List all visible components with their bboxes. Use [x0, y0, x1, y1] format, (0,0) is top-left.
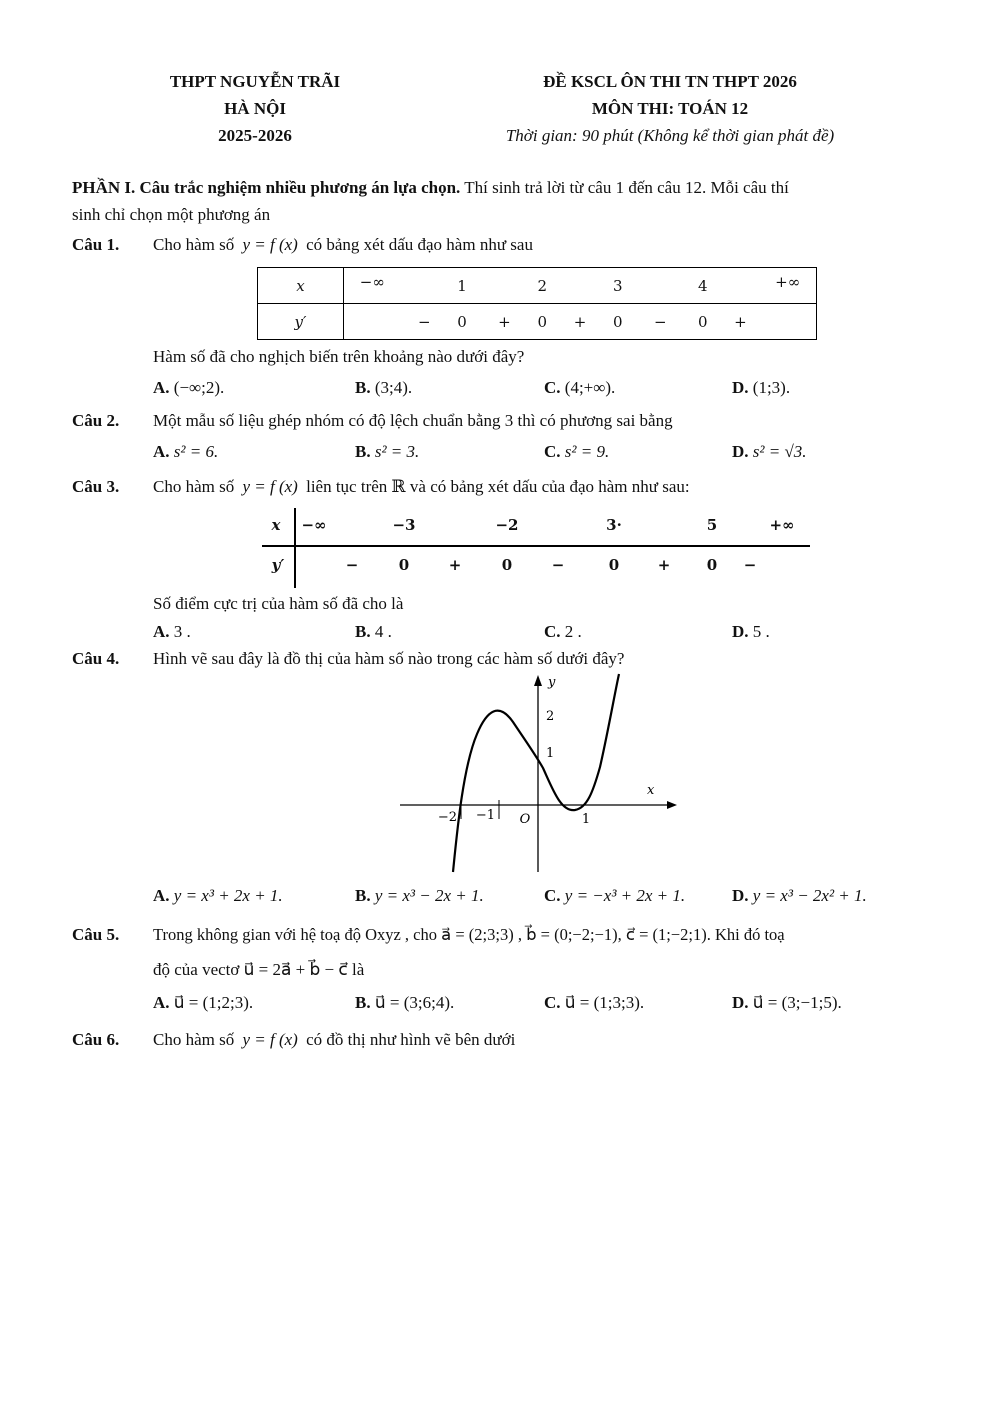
- q1-table-x-row: [344, 268, 816, 303]
- q2-option-a: [153, 442, 218, 462]
- y-axis-arrow-icon: [534, 675, 542, 686]
- q3-table-x-label: x: [271, 516, 281, 534]
- tick-label-y-1: 1: [546, 746, 555, 761]
- q4-label: Câu 4.: [72, 649, 120, 668]
- q1-opt-b-text: (3;4).: [374, 378, 413, 397]
- q3-option-b: [355, 622, 392, 642]
- q3-x-5: +∞: [769, 516, 795, 534]
- q3-option-c: [544, 622, 582, 642]
- q1-label: Câu 1.: [72, 235, 120, 254]
- tick-label-x-1: 1: [581, 812, 591, 827]
- q2-opt-c-letter: C.: [544, 442, 561, 461]
- q1-opt-c-text: (4;+∞).: [564, 378, 616, 397]
- q3-x-3: 3·: [606, 516, 622, 534]
- q3-sign-6: +: [657, 556, 671, 574]
- origin-label: O: [519, 812, 531, 827]
- q1-table-x-label: x: [296, 276, 305, 295]
- q4-option-b: [355, 886, 484, 906]
- q3-sign-0: −: [345, 556, 359, 574]
- q1-x-2: 2: [537, 276, 548, 295]
- q2-opt-b-letter: B.: [355, 442, 371, 461]
- q1-x-1: 1: [457, 276, 467, 295]
- q3-x-4: 5: [706, 516, 718, 534]
- q1-opt-b-letter: B.: [355, 378, 371, 397]
- q1-sign-2: +: [498, 312, 511, 331]
- q3-stem: [153, 477, 690, 497]
- part1-desc: Thí sinh trả lời từ câu 1 đến câu 12. Mỗi câu thí: [460, 178, 789, 197]
- q1-x-4: 4: [697, 276, 708, 295]
- q5-opt-c-text: u⃗ = (1;3;3).: [564, 993, 645, 1012]
- q1-text-b: có bảng xét dấu đạo hàm như sau: [306, 235, 533, 254]
- q2-opt-d-letter: D.: [732, 442, 749, 461]
- q3-sign-7: 0: [706, 556, 718, 574]
- q5-option-b: [355, 993, 454, 1013]
- q2-opt-a-letter: A.: [153, 442, 170, 461]
- q4-opt-b-letter: B.: [355, 886, 371, 905]
- q3-sign-4: −: [551, 556, 565, 574]
- q3-sign-3: 0: [501, 556, 513, 574]
- q1-opt-d-letter: D.: [732, 378, 749, 397]
- q1-opt-a-text: (−∞;2).: [173, 378, 225, 397]
- q6-stem: [153, 1030, 515, 1050]
- q1-option-c: [544, 378, 615, 398]
- q3-question: Số điểm cực trị của hàm số đã cho là: [153, 594, 404, 613]
- tick-label-x-minus2: −2: [437, 810, 457, 825]
- q2-option-d: [732, 442, 807, 462]
- q3-x-1: −3: [392, 516, 416, 534]
- q4-option-c: [544, 886, 685, 906]
- q1-sign-1: 0: [457, 312, 467, 331]
- q1-opt-c-letter: C.: [544, 378, 561, 397]
- q3-x-0: −∞: [301, 516, 327, 534]
- q4-opt-c-letter: C.: [544, 886, 561, 905]
- q3-opt-a-letter: A.: [153, 622, 170, 641]
- q3-text-b: liên tục trên ℝ và có bảng xét dấu của đạo hàm như sau:: [306, 477, 690, 496]
- q5-option-c: [544, 993, 644, 1013]
- q5-opt-b-letter: B.: [355, 993, 371, 1012]
- q3-table-sign-row: [262, 556, 810, 578]
- q1-sign-6: −: [653, 312, 667, 331]
- q1-sign-0: −: [417, 312, 431, 331]
- exam-title: ĐỀ KSCL ÔN THI TN THPT 2026: [543, 72, 797, 91]
- q4-opt-a-text: y = x³ + 2x + 1.: [173, 886, 283, 905]
- q3-func: y = f (x): [242, 477, 298, 496]
- q3-opt-d-text: 5 .: [752, 622, 770, 641]
- q4-opt-d-letter: D.: [732, 886, 749, 905]
- q6-text-b: có đồ thị như hình vẽ bên dưới: [306, 1030, 516, 1049]
- q3-opt-d-letter: D.: [732, 622, 749, 641]
- q5-opt-a-text: u⃗ = (1;2;3).: [173, 993, 254, 1012]
- q1-table-yp-label: y′: [294, 312, 307, 331]
- q3-opt-b-text: 4 .: [374, 622, 392, 641]
- q5-stem: Trong không gian với hệ toạ độ Oxyz , cho a⃗ = (2;3;3) , b⃗ = (0;−2;−1), c⃗ = (1;−2;1). Khi đó toạ: [153, 925, 785, 944]
- q1-stem: [153, 235, 533, 255]
- q1-opt-a-letter: A.: [153, 378, 170, 397]
- q3-table-yp-label: y′: [271, 556, 285, 574]
- q5-opt-d-letter: D.: [732, 993, 749, 1012]
- q3-label: Câu 3.: [72, 477, 120, 496]
- tick-label-y-2: 2: [546, 709, 555, 724]
- q4-option-d: [732, 886, 867, 906]
- q1-option-d: [732, 378, 790, 398]
- q5-label: Câu 5.: [72, 925, 120, 944]
- school-name: THPT NGUYỄN TRÃI: [169, 72, 341, 91]
- q3-sign-2: +: [448, 556, 462, 574]
- q1-x-0: −∞: [359, 273, 385, 291]
- q3-x-2: −2: [495, 516, 519, 534]
- q1-question: Hàm số đã cho nghịch biến trên khoảng nào dưới đây?: [153, 347, 525, 366]
- q3-opt-c-letter: C.: [544, 622, 561, 641]
- q1-sign-8: +: [734, 312, 747, 331]
- q2-opt-a-text: s² = 6.: [173, 442, 219, 461]
- q3-sign-8: −: [743, 556, 757, 574]
- q1-table-sign-row: [344, 304, 816, 339]
- school-city: HÀ NỘI: [224, 99, 286, 118]
- q3-sign-table: [262, 508, 810, 588]
- q3-sign-1: 0: [398, 556, 410, 574]
- x-axis-arrow-icon: [667, 801, 677, 809]
- q4-opt-c-text: y = −x³ + 2x + 1.: [564, 886, 686, 905]
- part1-title: PHẦN I. Câu trắc nghiệm nhiều phương án lựa chọn.: [72, 178, 461, 197]
- y-axis-label: y: [548, 675, 556, 690]
- q1-opt-d-text: (1;3).: [752, 378, 791, 397]
- q4-graph: [395, 672, 685, 877]
- q2-opt-b-text: s² = 3.: [374, 442, 420, 461]
- q4-opt-b-text: y = x³ − 2x + 1.: [374, 886, 484, 905]
- q1-sign-7: 0: [697, 312, 708, 331]
- q1-sign-table: [257, 267, 817, 340]
- q5-option-d: [732, 993, 842, 1013]
- q5-option-a: [153, 993, 253, 1013]
- q5-opt-d-text: u⃗ = (3;−1;5).: [752, 993, 842, 1012]
- x-axis-label: x: [647, 783, 655, 798]
- q2-opt-c-text: s² = 9.: [564, 442, 610, 461]
- q3-table-hline: [262, 545, 810, 547]
- q3-opt-b-letter: B.: [355, 622, 371, 641]
- q3-sign-5: 0: [608, 556, 620, 574]
- q2-stem: Một mẫu số liệu ghép nhóm có độ lệch chuẩn bằng 3 thì có phương sai bằng: [153, 411, 673, 430]
- q4-opt-a-letter: A.: [153, 886, 170, 905]
- part1-intro: [72, 178, 789, 198]
- q1-sign-4: +: [573, 312, 587, 331]
- q3-opt-c-text: 2 .: [564, 622, 582, 641]
- q2-option-b: [355, 442, 419, 462]
- q1-text-a: Cho hàm số: [153, 235, 235, 254]
- q3-opt-a-text: 3 .: [173, 622, 191, 641]
- exam-subject: MÔN THI: TOÁN 12: [591, 99, 749, 118]
- q3-option-a: [153, 622, 191, 642]
- q1-sign-3: 0: [537, 312, 548, 331]
- q6-text-a: Cho hàm số: [153, 1030, 235, 1049]
- cubic-curve: [453, 674, 619, 872]
- q3-text-a: Cho hàm số: [153, 477, 235, 496]
- q1-sign-5: 0: [612, 312, 623, 331]
- q5-opt-b-text: u⃗ = (3;6;4).: [374, 993, 455, 1012]
- q4-option-a: [153, 886, 283, 906]
- q6-label: Câu 6.: [72, 1030, 120, 1049]
- q6-func: y = f (x): [242, 1030, 298, 1049]
- q1-func: y = f (x): [242, 235, 298, 254]
- q1-option-b: [355, 378, 412, 398]
- part1-desc-line2: sinh chỉ chọn một phương án: [72, 205, 271, 224]
- q3-option-d: [732, 622, 770, 642]
- q4-stem: Hình vẽ sau đây là đồ thị của hàm số nào trong các hàm số dưới đây?: [153, 649, 625, 668]
- q5-stem-line2: độ của vectơ u⃗ = 2a⃗ + b⃗ − c⃗ là: [153, 960, 365, 979]
- q5-opt-a-letter: A.: [153, 993, 170, 1012]
- school-year: 2025-2026: [218, 126, 292, 145]
- q1-x-3: 3: [612, 276, 623, 295]
- exam-time: Thời gian: 90 phút (Không kể thời gian phát đề): [505, 126, 835, 145]
- tick-label-x-minus1: −1: [475, 808, 495, 823]
- q2-option-c: [544, 442, 609, 462]
- q2-label: Câu 2.: [72, 411, 120, 430]
- q3-table-x-row: [262, 516, 810, 538]
- q5-opt-c-letter: C.: [544, 993, 561, 1012]
- q4-opt-d-text: y = x³ − 2x² + 1.: [752, 886, 867, 905]
- q1-x-5: +∞: [775, 273, 801, 291]
- q1-option-a: [153, 378, 224, 398]
- q2-opt-d-text: s² = √3.: [752, 442, 807, 461]
